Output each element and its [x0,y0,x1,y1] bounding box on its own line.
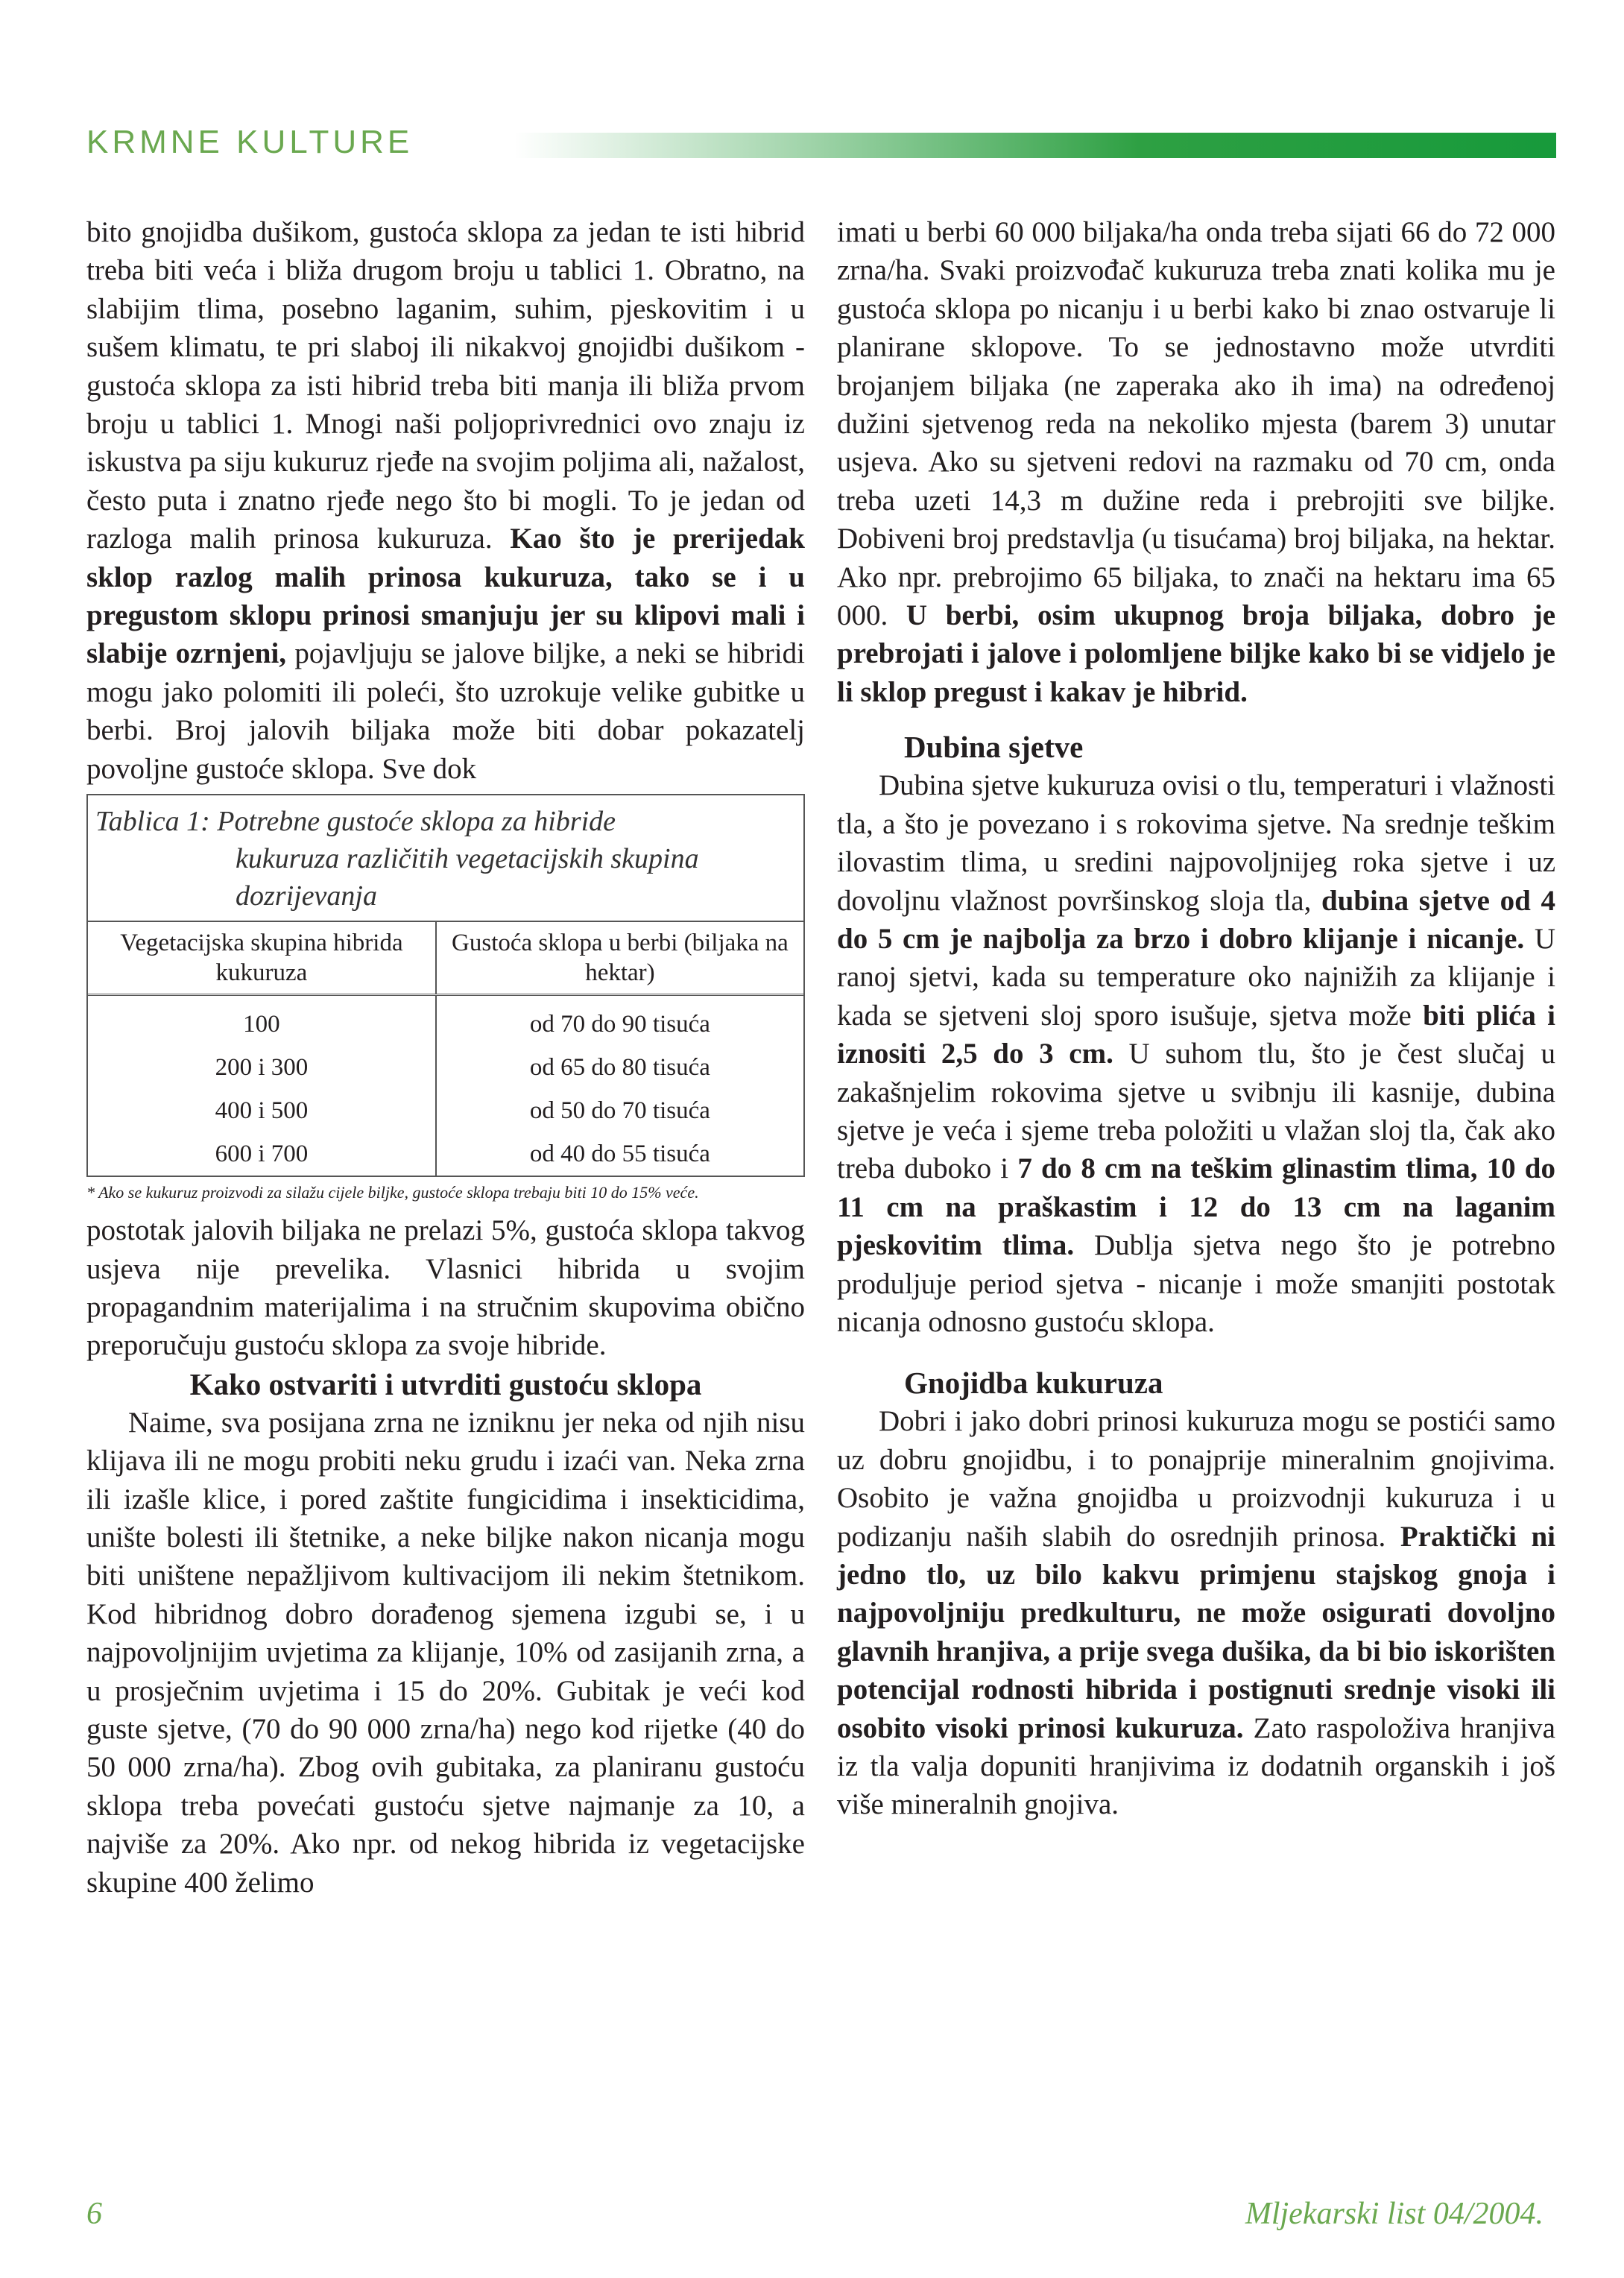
heading-fertilization: Gnojidba kukuruza [904,1366,1163,1401]
left-paragraph-1 [86,213,805,788]
right-paragraph-2 [837,766,1555,1341]
left-paragraph-3: Naime, sva posijana zrna ne izniknu jer neka od njih nisu klijava ili ne mogu probiti neku grudu i izaći van. Neka zrna ili izašle klice, i pored zaštite fungicidima i insekticidima, unište bolesti ili štetnike, a neke biljke nakon nicanja mogu biti uništene nepažljivom kultivacijom ili nekim štetnikom. Kod hibridnog dobro dorađenog sjemena izgubi se, i u najpovoljnijim uvjetima za klijanje, 10% od zasijanih zrna, a u prosječnim uvjetima i 15 do 20%. Gubitak je veći kod guste sjetve, (70 do 90 000 zrna/ha) nego kod rijetke (40 do 50 000 zrna/ha). Zbog ovih gubitaka, za planiranu gustoću sklopa treba povećati gustoću sjetve najmanje za 10, a najviše za 20%. Ako npr. od nekog hibrida iz vegetacijske skupine 400 želimo [86,1406,805,1899]
table-caption-line-1: Tablica 1: Potrebne gustoće sklopa za hibride [95,806,616,838]
header-accent-bar [514,133,1556,158]
table-caption-line-2: kukuruza različitih vegetacijskih skupina dozrijevanja [236,843,699,912]
table-row [88,1089,803,1132]
bold-run: 7 do 8 cm na teškim glinastim tlima, 10 do 11 cm na praškastim i 12 do 13 cm na laganim pjeskovitim tlima. [837,1152,1555,1262]
heading-sowing-depth: Dubina sjetve [904,730,1084,765]
text-run: imati u berbi 60 000 biljaka/ha onda treba sijati 66 do 72 000 zrna/ha. Svaki proizvođač kukuruza treba znati kolika mu je gustoća sklopa po nicanju i u berbi kako bi znao ostvaruje li planirane sklopove. To se jednostavno može utvrditi brojanjem biljaka (ne zaperaka ako ih ima) na određenoj dužini sjetvenog reda na nekoliko mjesta (barem 3) unutar usjeva. Ako su sjetveni redovi na razmaku od 70 cm, onda treba uzeti 14,3 m dužine reda i prebrojiti sve biljke. Dobiveni broj predstavlja (u tisućama) broj biljaka, na hektar. Ako npr. prebrojimo 65 biljaka, to znači na hektaru ima 65 000. [837,216,1555,632]
journal-name: Mljekarski list 04/2004. [1245,2197,1544,2231]
table-header-cell: Vegetacijska skupina hibrida kukuruza [88,921,436,995]
table-cell: 200 i 300 [215,1054,309,1082]
table-row [88,1046,803,1089]
bold-run: Praktički ni jedno tlo, uz bilo kakvu primjenu stajskog gnoja i najpovoljniju predkulturu, ne može osigurati dovoljno glavnih hranjiva, a prije svega dušika, da bi bio iskorišten potencijal rodnosti hibrida i postignuti srednje visoki ili osobito visoki prinosi kukuruza. [837,1520,1555,1744]
table-header-cell: Gustoća sklopa u berbi (biljaka na hektar) [436,921,803,995]
density-table [88,921,803,1176]
text-run: Zato raspoloživa hranjiva iz tla valja dopuniti hranjivima iz dodatnih organskih i još više mineralnih gnojiva. [837,1711,1555,1821]
right-column [837,213,1555,1824]
table-caption [88,795,803,921]
left-column [86,213,805,1902]
table-header-row [88,921,803,995]
table-cell: 100 [88,995,436,1047]
text-run: Dobri i jako dobri prinosi kukuruza mogu se postići samo uz dobru gnojidbu, i to ponajprije mineralnim gnojivima. Osobito je važna gnojidba u proizvodnji kukuruza i u podizanju naših slabih do osrednjih prinosa. [837,1405,1555,1553]
text-run: U ranoj sjetvi, kada su temperature oko najnižih za klijanje i kada se sjetveni sloj sporo isušuje, sjetva može [837,922,1555,1032]
bold-run: U berbi, osim ukupnog broja biljaka, dobro je prebrojati i jalove i polomljene biljke kako bi se vidjelo je li sklop pregust i kakav je hibrid. [837,599,1555,708]
bold-run: dubina sjetve od 4 do 5 cm je najbolja za brzo i dobro klijanje i nicanje. [837,884,1555,955]
table-cell: 400 i 500 [215,1097,309,1125]
right-paragraph-1 [837,213,1555,711]
text-run: bito gnojidba dušikom, gustoća sklopa za jedan te isti hibrid treba biti veća i bliža drugom broju u tablici 1. Obratno, na slabijim tlima, posebno laganim, suhim, pjeskovitim i u sušem klimatu, te pri slaboj ili nikakvoj gnojidbi dušikom - gustoća sklopa za isti hibrid treba biti manja ili bliža prvom broju u tablici 1. Mnogi naši poljoprivrednici ovo znaju iz iskustva pa siju kukuruz rjeđe na svojim poljima ali, nažalost, često puta i znatno rjeđe nego što bi mogli. To je jedan od razloga malih prinosa kukuruza. [86,216,805,555]
table-1 [86,794,805,1177]
section-title: KRMNE KULTURE [86,124,414,160]
bold-run: biti plića i iznositi 2,5 do 3 cm. [837,999,1556,1070]
left-paragraph-2: postotak jalovih biljaka ne prelazi 5%, gustoća sklopa takvog usjeva nije prevelika. Vlasnici hibrida u svojim propagandnim materijalima i na stručnim skupovima obično preporučuju gustoću sklopa za svoje hibride. [86,1214,805,1362]
table-footnote: * Ako se kukuruz proizvodi za silažu cijele biljke, gustoće sklopa trebaju biti 10 do 15% veće. [86,1183,699,1202]
table-row [88,1132,803,1176]
table-cell: od 40 do 55 tisuća [436,1132,803,1176]
page-number: 6 [86,2197,102,2231]
table-cell: od 70 do 90 tisuća [436,995,803,1047]
table-cell: od 50 do 70 tisuća [436,1089,803,1132]
right-paragraph-3 [837,1402,1555,1823]
heading-sowing-density: Kako ostvariti i utvrditi gustoću sklopa [189,1366,702,1401]
text-run: Dubina sjetve kukuruza ovisi o tlu, temperaturi i vlažnosti tla, a što je povezano i s rokovima sjetve. Na srednje teškim ilovastim tlima, u sredini najpovoljnijeg roka sjetve i uz dovoljnu vlažnost površinskog sloja tla, [837,769,1555,917]
text-run: Dublja sjetva nego što je potrebno produljuje period sjetva - nicanje i može smanjiti postotak nicanja odnosno gustoću sklopa. [837,1229,1555,1338]
table-row [88,995,803,1047]
bold-run: Kao što je prerijedak sklop razlog malih prinosa kukuruza, tako se i u pregustom sklopu prinosi smanjuju jer su klipovi mali i slabije ozrnjeni, [86,523,805,670]
table-cell: 600 i 700 [215,1140,309,1168]
text-run: U suhom tlu, što je čest slučaj u zakašnjelim rokovima sjetve u svibnju ili kasnije, dubina sjetve je veća i sjeme treba položiti u vlažan sloj tla, čak ako treba duboko i [837,1038,1555,1185]
table-cell: od 65 do 80 tisuća [436,1046,803,1089]
text-run: pojavljuju se jalove biljke, a neki se hibridi mogu jako polomiti ili poleći, što uzrokuje velike gubitke u berbi. Broj jalovih biljaka može biti dobar pokazatelj povoljne gustoće sklopa. Sve dok [86,637,806,785]
